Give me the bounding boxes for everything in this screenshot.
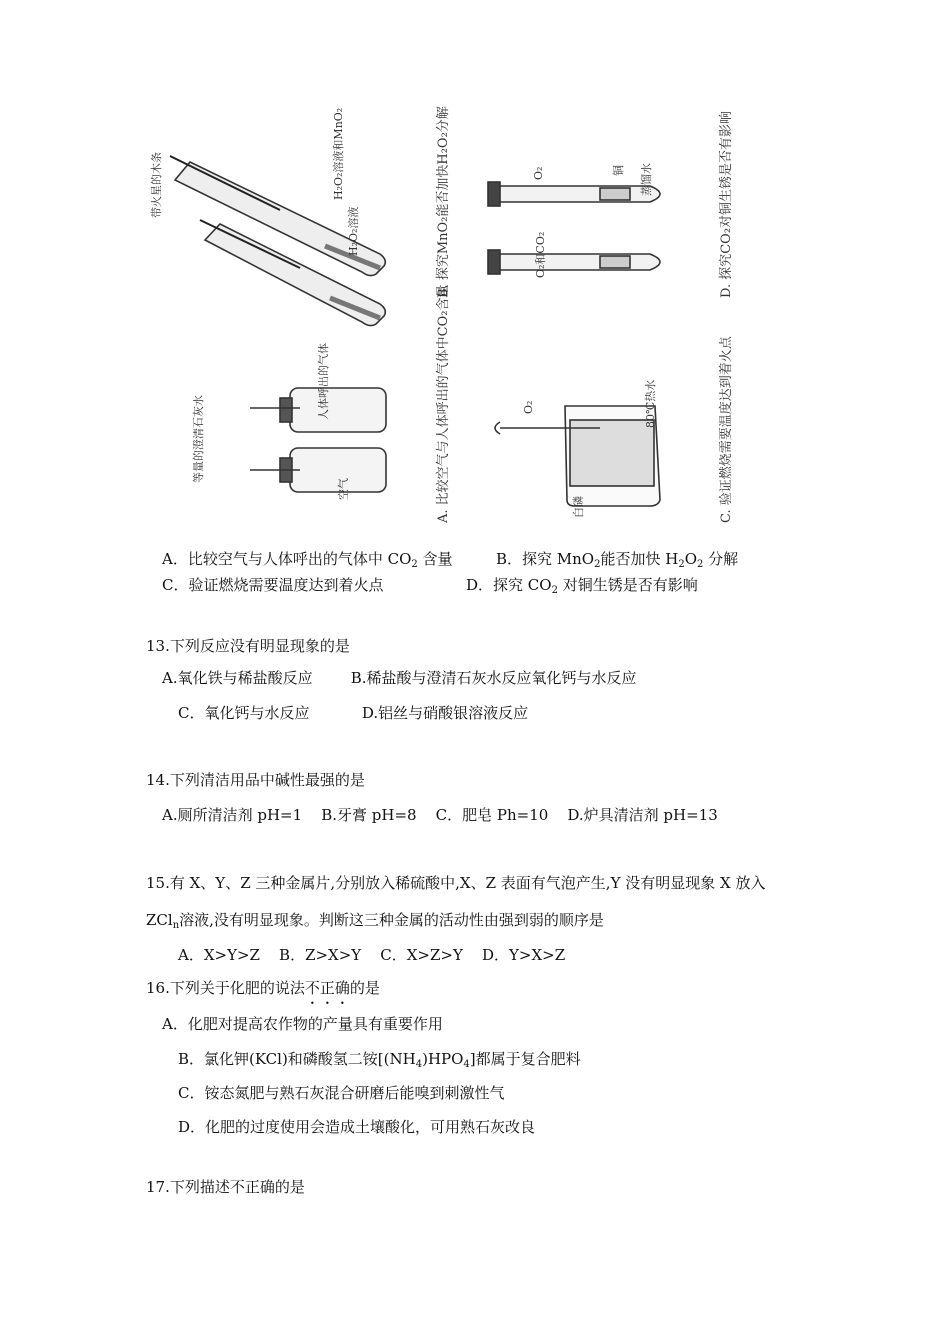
q16-option-c: C．铵态氮肥与熟石灰混合研磨后能嗅到刺激性气 bbox=[178, 1084, 505, 1102]
label-d-copper: 铜 bbox=[612, 165, 625, 176]
label-a-limewater: 等量的澄清石灰水 bbox=[192, 395, 205, 483]
q13-options-cd: C．氧化钙与水反应 D.铝丝与硝酸银溶液反应 bbox=[178, 704, 529, 722]
label-c-hot-water: 80℃热水 bbox=[644, 379, 657, 428]
q16-option-a: A．化肥对提高农作物的产量具有重要作用 bbox=[162, 1015, 443, 1033]
apparatus-d-tube-2 bbox=[488, 250, 660, 274]
caption-a: A. 比较空气与人体呼出的气体中CO₂含量 bbox=[436, 284, 451, 523]
q16-option-d: D．化肥的过度使用会造成土壤酸化，可用熟石灰改良 bbox=[178, 1118, 536, 1136]
caption-c: C. 验证燃烧需要温度达到着火点 bbox=[719, 336, 734, 523]
label-b-h2o2-mno2: H₂O₂溶液和MnO₂ bbox=[332, 107, 345, 200]
apparatus-d-tube-1 bbox=[488, 182, 660, 206]
q12-option-b: B．探究 MnO$_2$能否加快 $H_2O_2$ 分解 bbox=[496, 550, 739, 570]
q16-option-b: B．氯化钾(KCl)和磷酸氢二铵$[(NH_4)HPO_4]$都属于复合肥料 bbox=[178, 1050, 581, 1070]
q12-option-d: D．探究 $CO_2$ 对铜生锈是否有影响 bbox=[466, 576, 698, 596]
label-c-o2: O₂ bbox=[522, 400, 535, 414]
q12-option-a: A．比较空气与人体呼出的气体中 $CO_2$ 含量 bbox=[162, 550, 453, 570]
experiment-figure bbox=[130, 106, 734, 528]
label-a-air: 空气 bbox=[337, 478, 350, 500]
apparatus-a-bottle-2 bbox=[250, 448, 386, 492]
caption-b: B. 探究MnO₂能否加快H₂O₂分解 bbox=[436, 106, 451, 298]
q15-stem-line1: 15.有 X、Y、Z 三种金属片,分别放入稀硫酸中,X、Z 表面有气泡产生,Y 没有明显现象 X 放入 bbox=[146, 874, 766, 892]
label-c-phosphorus: 白磷 bbox=[572, 496, 585, 518]
label-d-o2-co2: O₂和CO₂ bbox=[534, 231, 547, 278]
q13-stem: 13.下列反应没有明显现象的是 bbox=[146, 637, 350, 655]
label-b-splint: 带火星的木条 bbox=[150, 152, 163, 218]
q12-option-c: C．验证燃烧需要温度达到着火点 bbox=[162, 576, 384, 594]
q17-stem: 17.下列描述不正确的是 bbox=[146, 1178, 305, 1196]
label-d-o2: O₂ bbox=[532, 166, 545, 180]
q15-options: A．X>Y>Z B．Z>X>Y C．X>Z>Y D．Y>X>Z bbox=[178, 946, 566, 964]
q16-stem: 16.下列关于化肥的说法不正确的是 bbox=[146, 979, 380, 997]
q15-stem-line2: ZCl$_n$溶液,没有明显现象。判断这三种金属的活动性由强到弱的顺序是 bbox=[146, 911, 604, 931]
label-d-water: 蒸馏水 bbox=[640, 163, 653, 196]
q13-options-ab: A.氧化铁与稀盐酸反应 B.稀盐酸与澄清石灰水反应氧化钙与水反应 bbox=[162, 669, 637, 687]
label-b-h2o2: H₂O₂溶液 bbox=[347, 206, 360, 256]
q14-options: A.厕所清洁剂 pH=1 B.牙膏 pH=8 C．肥皂 Ph=10 D.炉具清洁剂 pH=13 bbox=[162, 806, 718, 824]
q14-stem: 14.下列清洁用品中碱性最强的是 bbox=[146, 771, 365, 789]
apparatus-c-beaker bbox=[495, 406, 660, 506]
caption-d: D. 探究CO₂对铜生锈是否有影响 bbox=[719, 110, 734, 298]
label-a-exhaled: 人体呼出的气体 bbox=[317, 343, 330, 420]
